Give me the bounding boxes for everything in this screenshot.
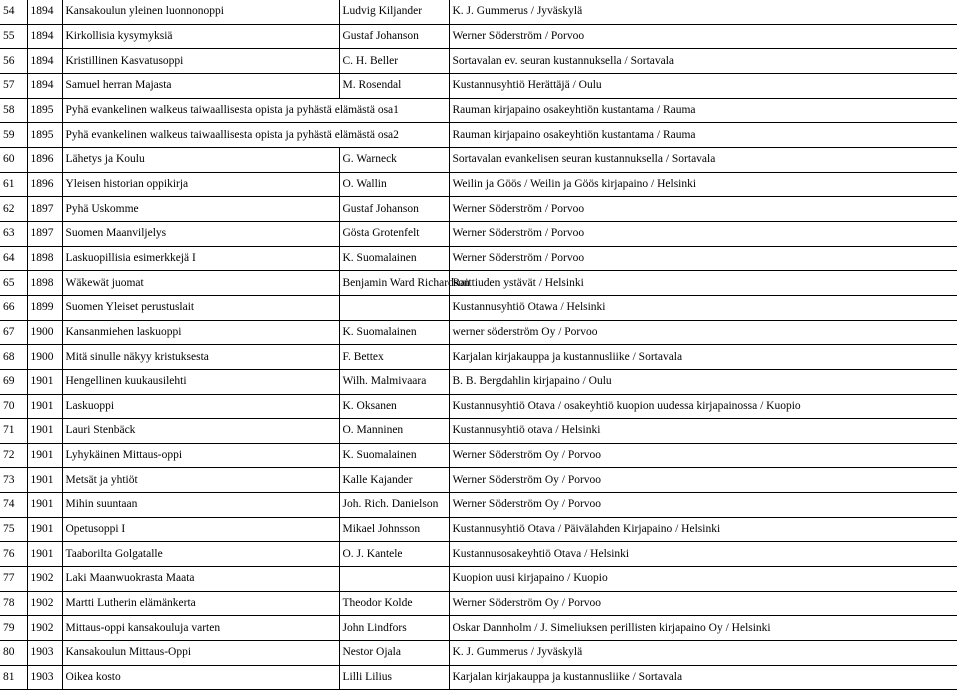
year-cell: 1894 — [27, 0, 62, 24]
publisher-cell: B. B. Bergdahlin kirjapaino / Oulu — [449, 369, 957, 394]
publisher-cell: Raittiuden ystävät / Helsinki — [449, 271, 957, 296]
table-row — [0, 246, 957, 271]
title-cell: Taaborilta Golgatalle — [62, 542, 339, 567]
author-cell: Gustaf Johanson — [339, 24, 449, 49]
row-number-cell: 74 — [0, 493, 27, 518]
year-cell: 1900 — [27, 320, 62, 345]
title-cell: Pyhä evankelinen walkeus taiwaallisesta opista ja pyhästä elämästä osa1 — [62, 98, 449, 123]
table-row — [0, 567, 957, 592]
table-row — [0, 73, 957, 98]
publisher-cell: Werner Söderström / Porvoo — [449, 221, 957, 246]
year-cell: 1898 — [27, 246, 62, 271]
author-cell: Gösta Grotenfelt — [339, 221, 449, 246]
author-cell: K. Oksanen — [339, 394, 449, 419]
author-cell: O. Wallin — [339, 172, 449, 197]
publisher-cell: Werner Söderström Oy / Porvoo — [449, 443, 957, 468]
table-row — [0, 616, 957, 641]
table-row — [0, 641, 957, 666]
table-row — [0, 542, 957, 567]
author-cell: Joh. Rich. Danielson — [339, 493, 449, 518]
publisher-cell: Kustannusyhtiö Otawa / Helsinki — [449, 295, 957, 320]
row-number-cell: 79 — [0, 616, 27, 641]
author-cell: Benjamin Ward Richardson — [339, 271, 449, 296]
author-cell: John Lindfors — [339, 616, 449, 641]
year-cell: 1902 — [27, 616, 62, 641]
year-cell: 1895 — [27, 98, 62, 123]
table-row — [0, 517, 957, 542]
publisher-cell: Werner Söderström Oy / Porvoo — [449, 493, 957, 518]
row-number-cell: 66 — [0, 295, 27, 320]
publisher-cell: K. J. Gummerus / Jyväskylä — [449, 0, 957, 24]
publisher-cell: Werner Söderström Oy / Porvoo — [449, 468, 957, 493]
year-cell: 1896 — [27, 147, 62, 172]
year-cell: 1903 — [27, 665, 62, 690]
publisher-cell: K. J. Gummerus / Jyväskylä — [449, 641, 957, 666]
author-cell: Lilli Lilius — [339, 665, 449, 690]
publisher-cell: Karjalan kirjakauppa ja kustannusliike / Sortavala — [449, 665, 957, 690]
author-cell: Kalle Kajander — [339, 468, 449, 493]
row-number-cell: 57 — [0, 73, 27, 98]
table-row — [0, 345, 957, 370]
table-row — [0, 591, 957, 616]
publisher-cell: Kustannusyhtiö Otava / osakeyhtiö kuopion uudessa kirjapainossa / Kuopio — [449, 394, 957, 419]
year-cell: 1901 — [27, 419, 62, 444]
title-cell: Laki Maanwuokrasta Maata — [62, 567, 339, 592]
table-row — [0, 172, 957, 197]
row-number-cell: 67 — [0, 320, 27, 345]
year-cell: 1901 — [27, 394, 62, 419]
row-number-cell: 77 — [0, 567, 27, 592]
row-number-cell: 72 — [0, 443, 27, 468]
row-number-cell: 59 — [0, 123, 27, 148]
row-number-cell: 56 — [0, 49, 27, 74]
publisher-cell: Sortavalan evankelisen seuran kustannuksella / Sortavala — [449, 147, 957, 172]
title-cell: Lauri Stenbäck — [62, 419, 339, 444]
author-cell: M. Rosendal — [339, 73, 449, 98]
table-row — [0, 665, 957, 690]
year-cell: 1894 — [27, 73, 62, 98]
publisher-cell: Oskar Dannholm / J. Simeliuksen perillisten kirjapaino Oy / Helsinki — [449, 616, 957, 641]
year-cell: 1901 — [27, 369, 62, 394]
table-row — [0, 468, 957, 493]
row-number-cell: 60 — [0, 147, 27, 172]
author-cell — [339, 567, 449, 592]
year-cell: 1903 — [27, 641, 62, 666]
author-cell: K. Suomalainen — [339, 443, 449, 468]
title-cell: Opetusoppi I — [62, 517, 339, 542]
year-cell: 1895 — [27, 123, 62, 148]
title-cell: Metsät ja yhtiöt — [62, 468, 339, 493]
table-row — [0, 221, 957, 246]
table-row — [0, 443, 957, 468]
title-cell: Mittaus-oppi kansakouluja varten — [62, 616, 339, 641]
table-row — [0, 295, 957, 320]
year-cell: 1902 — [27, 567, 62, 592]
publisher-cell: Werner Söderström / Porvoo — [449, 197, 957, 222]
title-cell: Kansakoulun Mittaus-Oppi — [62, 641, 339, 666]
title-cell: Wäkewät juomat — [62, 271, 339, 296]
row-number-cell: 70 — [0, 394, 27, 419]
title-cell: Lyhykäinen Mittaus-oppi — [62, 443, 339, 468]
publisher-cell: Kustannusyhtiö otava / Helsinki — [449, 419, 957, 444]
year-cell: 1896 — [27, 172, 62, 197]
title-cell: Martti Lutherin elämänkerta — [62, 591, 339, 616]
publisher-cell: Rauman kirjapaino osakeyhtiön kustantama / Rauma — [449, 98, 957, 123]
publisher-cell: Kustannusyhtiö Otava / Päivälahden Kirjapaino / Helsinki — [449, 517, 957, 542]
year-cell: 1899 — [27, 295, 62, 320]
publisher-cell: Sortavalan ev. seuran kustannuksella / Sortavala — [449, 49, 957, 74]
row-number-cell: 71 — [0, 419, 27, 444]
table-row — [0, 98, 957, 123]
table-row — [0, 271, 957, 296]
row-number-cell: 64 — [0, 246, 27, 271]
author-cell: Nestor Ojala — [339, 641, 449, 666]
table-row — [0, 493, 957, 518]
author-cell: C. H. Beller — [339, 49, 449, 74]
table-row — [0, 369, 957, 394]
table-row — [0, 49, 957, 74]
author-cell: Ludvig Kiljander — [339, 0, 449, 24]
row-number-cell: 62 — [0, 197, 27, 222]
title-cell: Suomen Maanviljelys — [62, 221, 339, 246]
table-row — [0, 320, 957, 345]
row-number-cell: 81 — [0, 665, 27, 690]
title-cell: Kansakoulun yleinen luonnonoppi — [62, 0, 339, 24]
title-cell: Kirkollisia kysymyksiä — [62, 24, 339, 49]
title-cell: Kansanmiehen laskuoppi — [62, 320, 339, 345]
year-cell: 1897 — [27, 197, 62, 222]
author-cell: K. Suomalainen — [339, 320, 449, 345]
year-cell: 1901 — [27, 542, 62, 567]
table-row — [0, 24, 957, 49]
row-number-cell: 65 — [0, 271, 27, 296]
author-cell: Wilh. Malmivaara — [339, 369, 449, 394]
row-number-cell: 55 — [0, 24, 27, 49]
publisher-cell: Kuopion uusi kirjapaino / Kuopio — [449, 567, 957, 592]
title-cell: Hengellinen kuukausilehti — [62, 369, 339, 394]
publisher-cell: Werner Söderström Oy / Porvoo — [449, 591, 957, 616]
year-cell: 1902 — [27, 591, 62, 616]
title-cell: Suomen Yleiset perustuslait — [62, 295, 339, 320]
year-cell: 1900 — [27, 345, 62, 370]
title-cell: Mihin suuntaan — [62, 493, 339, 518]
year-cell: 1898 — [27, 271, 62, 296]
publisher-cell: Karjalan kirjakauppa ja kustannusliike / Sortavala — [449, 345, 957, 370]
row-number-cell: 69 — [0, 369, 27, 394]
publisher-cell: Werner Söderström / Porvoo — [449, 246, 957, 271]
title-cell: Laskuopillisia esimerkkejä I — [62, 246, 339, 271]
publisher-cell: Kustannusosakeyhtiö Otava / Helsinki — [449, 542, 957, 567]
row-number-cell: 76 — [0, 542, 27, 567]
table-row — [0, 419, 957, 444]
author-cell: Gustaf Johanson — [339, 197, 449, 222]
author-cell: O. J. Kantele — [339, 542, 449, 567]
year-cell: 1901 — [27, 517, 62, 542]
publisher-cell: werner söderström Oy / Porvoo — [449, 320, 957, 345]
author-cell: Theodor Kolde — [339, 591, 449, 616]
row-number-cell: 75 — [0, 517, 27, 542]
table-row — [0, 394, 957, 419]
publisher-cell: Kustannusyhtiö Herättäjä / Oulu — [449, 73, 957, 98]
author-cell — [339, 295, 449, 320]
row-number-cell: 61 — [0, 172, 27, 197]
year-cell: 1901 — [27, 468, 62, 493]
year-cell: 1901 — [27, 493, 62, 518]
title-cell: Samuel herran Majasta — [62, 73, 339, 98]
table-row — [0, 123, 957, 148]
publisher-cell: Rauman kirjapaino osakeyhtiön kustantama / Rauma — [449, 123, 957, 148]
author-cell: O. Manninen — [339, 419, 449, 444]
title-cell: Lähetys ja Koulu — [62, 147, 339, 172]
author-cell: G. Warneck — [339, 147, 449, 172]
row-number-cell: 63 — [0, 221, 27, 246]
title-cell: Laskuoppi — [62, 394, 339, 419]
row-number-cell: 68 — [0, 345, 27, 370]
year-cell: 1901 — [27, 443, 62, 468]
title-cell: Yleisen historian oppikirja — [62, 172, 339, 197]
year-cell: 1894 — [27, 49, 62, 74]
publisher-cell: Werner Söderström / Porvoo — [449, 24, 957, 49]
row-number-cell: 78 — [0, 591, 27, 616]
title-cell: Oikea kosto — [62, 665, 339, 690]
row-number-cell: 58 — [0, 98, 27, 123]
title-cell: Pyhä evankelinen walkeus taiwaallisesta opista ja pyhästä elämästä osa2 — [62, 123, 449, 148]
title-cell: Pyhä Uskomme — [62, 197, 339, 222]
title-cell: Mitä sinulle näkyy kristuksesta — [62, 345, 339, 370]
table-row — [0, 197, 957, 222]
author-cell: Mikael Johnsson — [339, 517, 449, 542]
author-cell: K. Suomalainen — [339, 246, 449, 271]
table-row — [0, 0, 957, 24]
year-cell: 1897 — [27, 221, 62, 246]
year-cell: 1894 — [27, 24, 62, 49]
row-number-cell: 80 — [0, 641, 27, 666]
row-number-cell: 54 — [0, 0, 27, 24]
row-number-cell: 73 — [0, 468, 27, 493]
author-cell: F. Bettex — [339, 345, 449, 370]
title-cell: Kristillinen Kasvatusoppi — [62, 49, 339, 74]
publisher-cell: Weilin ja Göös / Weilin ja Göös kirjapaino / Helsinki — [449, 172, 957, 197]
table-row — [0, 147, 957, 172]
